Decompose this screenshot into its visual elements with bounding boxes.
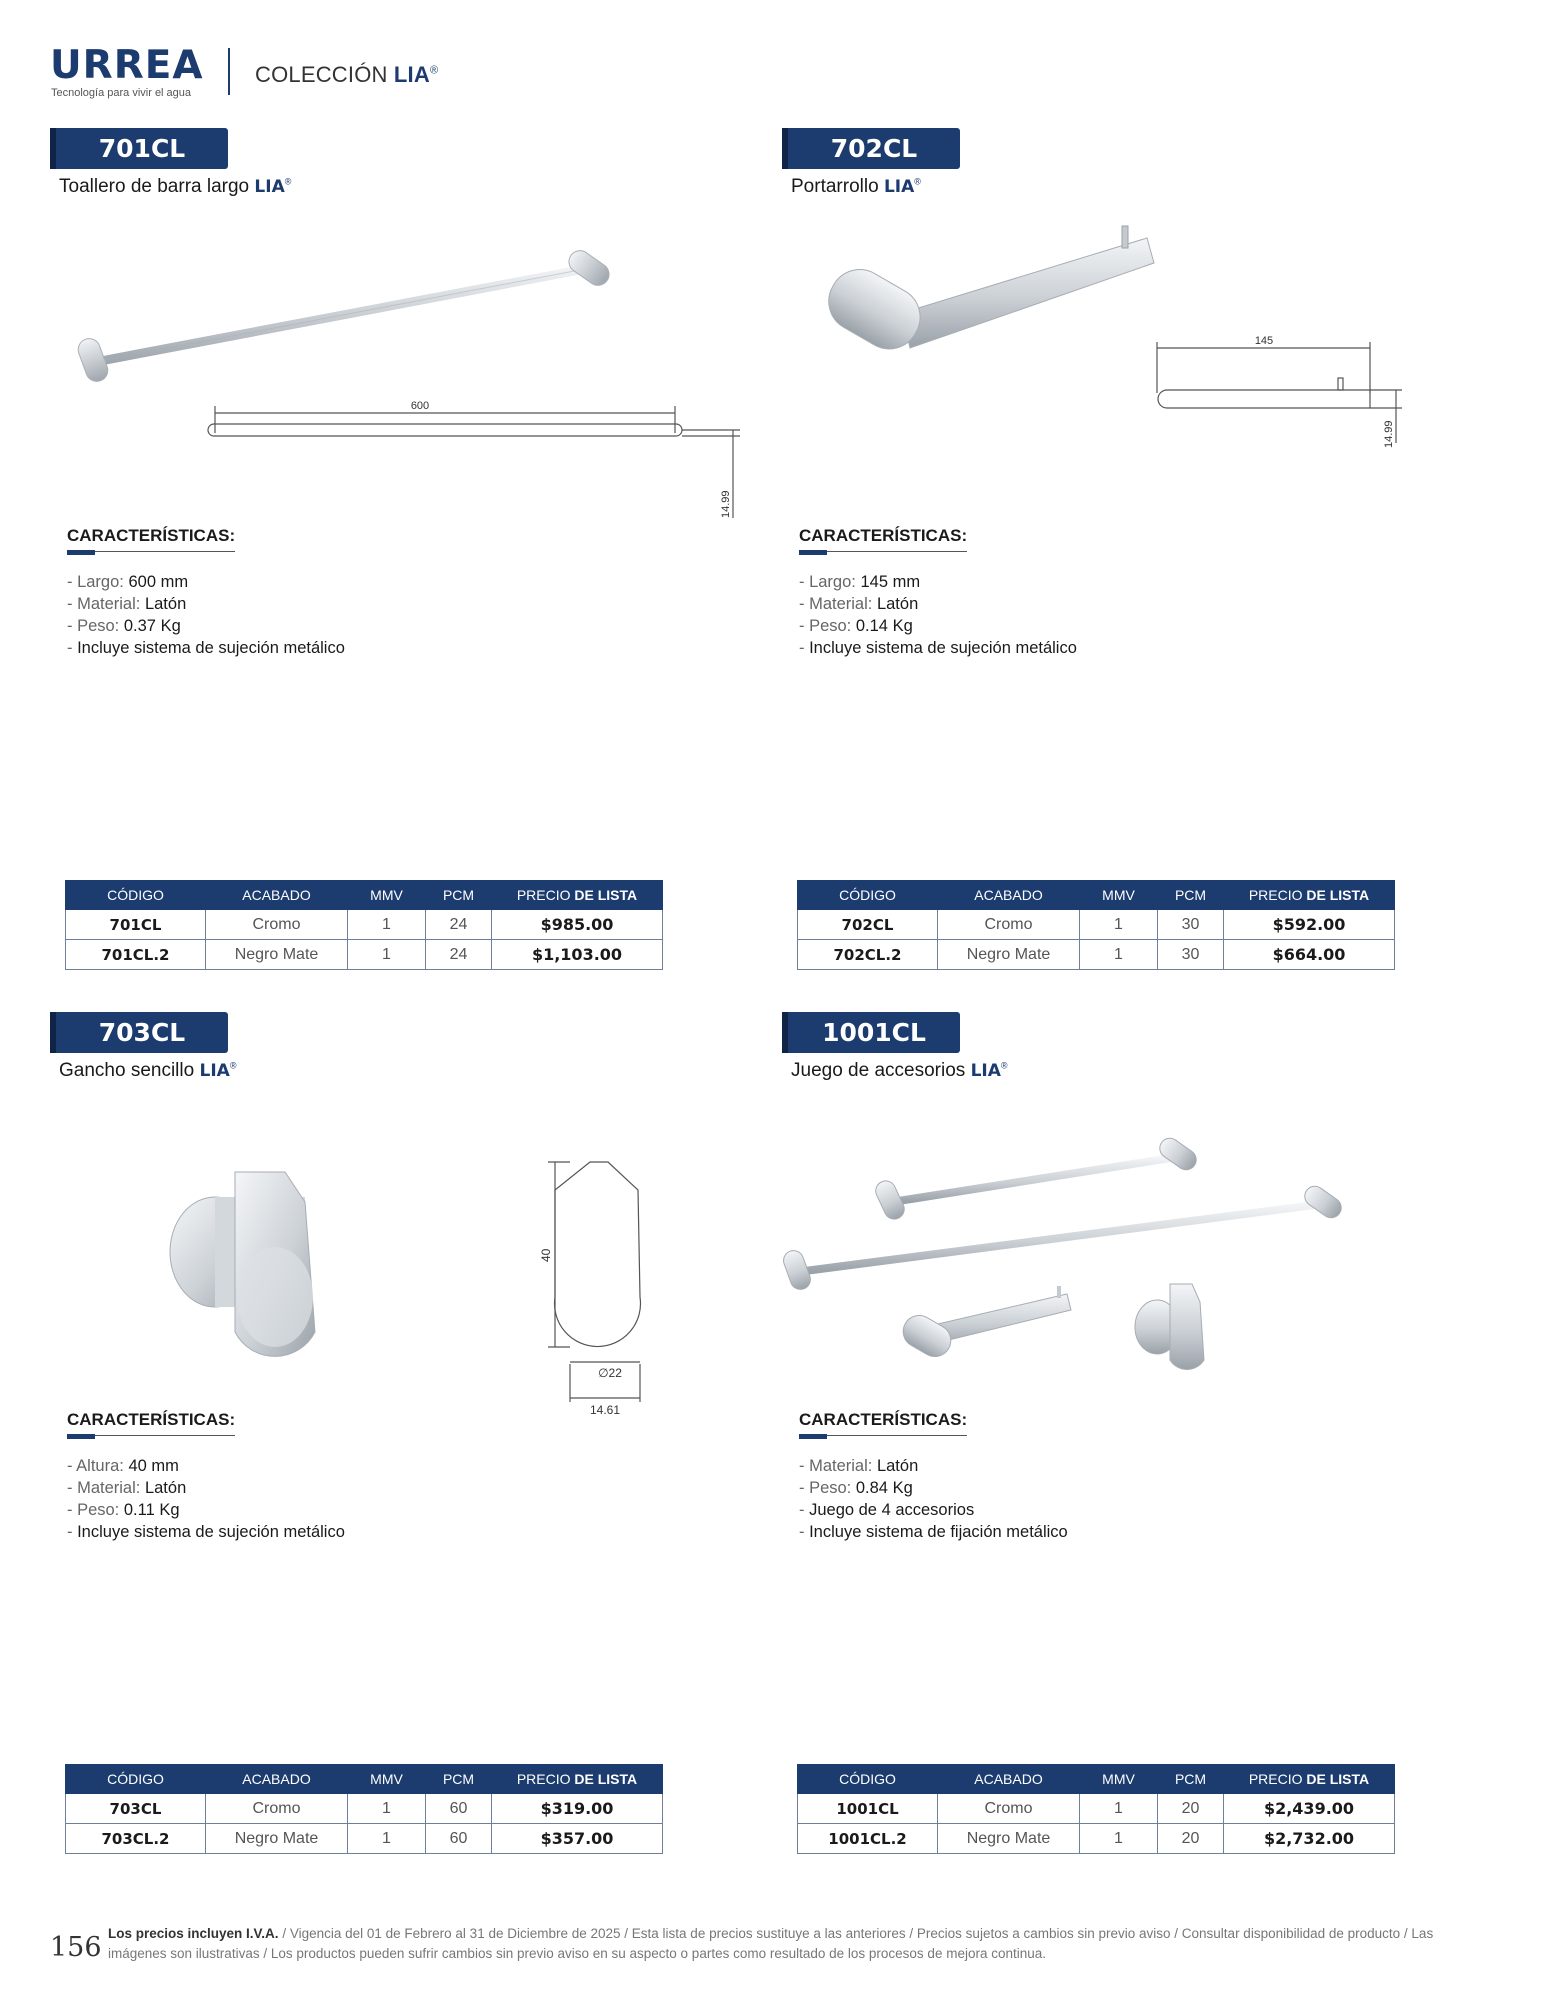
price-table [65,880,663,970]
product-name-text: Portarrollo [791,176,879,197]
feature-item: - Peso: 0.14 Kg [799,617,913,635]
price-table-header [66,881,663,910]
product-card-1001cl [782,1012,1482,1892]
product-card-703cl [50,1012,750,1892]
small-roll-holder [897,1286,1071,1362]
characteristics-accent [799,550,827,555]
characteristics-accent [799,1434,827,1439]
col-acabado: ACABADO [206,1765,348,1794]
urrea-logo: URREA [50,43,204,88]
product-card-701cl [50,128,750,1008]
product-name-text: Gancho sencillo [59,1060,195,1081]
feature-item: - Incluye sistema de sujeción metálico [67,1523,345,1541]
col-acabado: ACABADO [206,881,348,910]
product-brand-reg: ® [914,176,921,187]
product-code-tab: 1001CL [782,1012,960,1053]
table-row: 701CL.2 Negro Mate 1 24 $1,103.00 [66,940,663,970]
feature-item: - Incluye sistema de sujeción metálico [67,639,345,657]
characteristics-list [799,571,1077,659]
col-mmv: MMV [1080,1765,1158,1794]
product-brand: LIA [199,1061,230,1081]
product-name [59,176,291,198]
col-precio: PRECIO DE LISTA [492,881,663,910]
price-table-header [66,1765,663,1794]
page-header [50,43,650,106]
hook-dimension-drawing [548,1162,641,1402]
price-table-header [798,1765,1395,1794]
roll-holder-render [818,226,1154,360]
product-name [791,1060,1008,1082]
product-code-tab: 702CL [782,128,960,169]
product-name [791,176,921,198]
dim-height-label: 40 [539,1248,553,1262]
dim-diameter-label: ∅22 [598,1366,622,1380]
collection-reg: ® [429,64,439,77]
footer-bold-text: Los precios incluyen I.V.A. [108,1926,279,1941]
table-row: 703CL Cromo 1 60 $319.00 [66,1794,663,1824]
characteristics-accent [67,550,95,555]
feature-item: - Material: Latón [799,1457,919,1475]
feature-item: - Peso: 0.11 Kg [67,1501,180,1519]
characteristics-title: CARACTERÍSTICAS: [67,1410,235,1436]
feature-item: - Material: Latón [67,1479,187,1497]
price-table [797,1764,1395,1854]
dim-height-label: 14.99 [1383,420,1395,448]
product-brand: LIA [970,1061,1001,1081]
product-brand: LIA [254,177,285,197]
dim-width-label: 600 [410,400,430,412]
col-pcm: PCM [426,1765,492,1794]
product-brand-reg: ® [229,1060,237,1071]
col-mmv: MMV [348,1765,426,1794]
col-precio: PRECIO DE LISTA [1224,1765,1395,1794]
accessory-set-image [782,1102,1482,1442]
characteristics-list [67,571,345,659]
feature-item: - Altura: 40 mm [67,1457,179,1475]
table-row: 702CL.2 Negro Mate 1 30 $664.00 [798,940,1395,970]
feature-item: - Material: Latón [799,595,919,613]
col-codigo: CÓDIGO [798,1765,938,1794]
price-table-header [798,881,1395,910]
feature-item: - Incluye sistema de fijación metálico [799,1523,1068,1541]
product-brand-reg: ® [1000,1060,1008,1071]
page-number: 156 [50,1932,102,1963]
table-row: 1001CL Cromo 1 20 $2,439.00 [798,1794,1395,1824]
table-row: 703CL.2 Negro Mate 1 60 $357.00 [66,1824,663,1854]
feature-item: - Largo: 145 mm [799,573,921,591]
collection-title [255,62,438,88]
product-name [59,1060,236,1082]
table-row: 702CL Cromo 1 30 $592.00 [798,910,1395,940]
page-footer [50,1924,1434,1984]
hook-image [50,1102,750,1442]
roll-holder-dimension-drawing [1157,342,1402,443]
product-card-702cl [782,128,1482,1008]
price-table [65,1764,663,1854]
col-pcm: PCM [1158,1765,1224,1794]
col-acabado: ACABADO [938,881,1080,910]
price-table [797,880,1395,970]
feature-item: - Material: Latón [67,595,187,613]
long-towel-bar [782,1182,1345,1292]
small-hook [1135,1284,1204,1369]
col-codigo: CÓDIGO [798,881,938,910]
dim-width-label: 145 [1254,335,1274,347]
collection-name: LIA [393,62,430,87]
col-acabado: ACABADO [938,1765,1080,1794]
short-towel-bar [872,1134,1200,1222]
product-brand-reg: ® [284,176,292,187]
feature-item: - Peso: 0.84 Kg [799,1479,913,1497]
feature-item: - Largo: 600 mm [67,573,189,591]
product-code-tab: 703CL [50,1012,228,1053]
header-divider [228,48,230,95]
product-brand: LIA [883,177,915,197]
roll-holder-image [782,218,1482,558]
characteristics-title: CARACTERÍSTICAS: [799,1410,967,1436]
dim-width-label: 14.61 [589,1403,621,1417]
towel-bar-render [75,246,613,384]
feature-item: - Incluye sistema de sujeción metálico [799,639,1077,657]
col-precio: PRECIO DE LISTA [1224,881,1395,910]
logo-tagline: Tecnología para vivir el agua [51,87,192,99]
collection-prefix: COLECCIÓN [255,62,388,87]
product-name-text: Toallero de barra largo [59,176,250,197]
towel-bar-dimension-drawing [208,406,740,518]
hook-render [170,1172,315,1356]
characteristics-list [799,1455,1068,1543]
feature-item: - Peso: 0.37 Kg [67,617,181,635]
dim-height-label: 14.99 [720,490,732,518]
characteristics-title: CARACTERÍSTICAS: [799,526,967,552]
characteristics-title: CARACTERÍSTICAS: [67,526,235,552]
col-pcm: PCM [426,881,492,910]
col-mmv: MMV [348,881,426,910]
product-name-text: Juego de accesorios [791,1060,966,1081]
feature-item: - Juego de 4 accesorios [799,1501,975,1519]
characteristics-accent [67,1434,95,1439]
col-codigo: CÓDIGO [66,881,206,910]
towel-bar-image [50,218,750,558]
col-precio: PRECIO DE LISTA [492,1765,663,1794]
footer-disclaimer [108,1924,1448,1964]
footer-text: / Vigencia del 01 de Febrero al 31 de Diciembre de 2025 / Esta lista de precios sustituye a las anteriores / Precios sujetos a cambios sin previo aviso / Consultar disponibilidad de producto / Las imágenes son ilustrativas / Los productos pueden sufrir cambios sin previo aviso en su aspecto o partes como resultado de los procesos de mejora continua. [108,1926,1434,1961]
table-row: 701CL Cromo 1 24 $985.00 [66,910,663,940]
col-pcm: PCM [1158,881,1224,910]
col-codigo: CÓDIGO [66,1765,206,1794]
product-code-tab: 701CL [50,128,228,169]
characteristics-list [67,1455,345,1543]
table-row: 1001CL.2 Negro Mate 1 20 $2,732.00 [798,1824,1395,1854]
col-mmv: MMV [1080,881,1158,910]
